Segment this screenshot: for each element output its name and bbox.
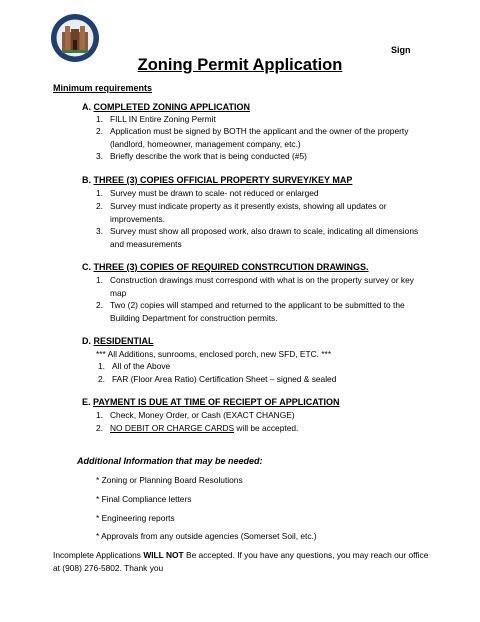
- section-b-title: B. THREE (3) COPIES OFFICIAL PROPERTY SURVEY/KEY MAP: [82, 175, 353, 185]
- additional-info-heading: Additional Information that may be needed:: [77, 456, 263, 466]
- section-d-title: D. RESIDENTIAL: [82, 336, 154, 346]
- list-item: 1. Construction drawings must correspond with what is on the property survey or key map: [96, 275, 414, 298]
- list-item: 1. FILL IN Entire Zoning Permit: [96, 114, 216, 124]
- min-requirements-heading: Minimum requirements: [53, 83, 153, 93]
- list-item: 2. Application must be signed by BOTH the applicant and the owner of the property (landlord, homeowner, management company, etc.): [96, 126, 409, 149]
- sign-label: Sign: [391, 45, 411, 55]
- list-item: 1. Check, Money Order, or Cash (EXACT CHANGE): [96, 410, 295, 420]
- section-a-title: A. COMPLETED ZONING APPLICATION: [82, 102, 251, 112]
- section-c-title: C. THREE (3) COPIES OF REQUIRED CONSTRCUTION DRAWINGS.: [82, 262, 369, 272]
- section-d-note: *** All Additions, sunrooms, enclosed porch, new SFD, ETC. ***: [96, 349, 332, 359]
- list-item: 3. Survey must show all proposed work, also drawn to scale, indicating all dimensions and measurements: [96, 226, 419, 249]
- footer-note: Incomplete Applications WILL NOT Be accepted. If you have any questions, you may reach our office at (908) 276-5802. Thank you: [53, 550, 429, 573]
- section-e-title: E. PAYMENT IS DUE AT TIME OF RECIEPT OF APPLICATION: [82, 397, 340, 407]
- list-item: 3. Briefly describe the work that is being conducted (#5): [96, 151, 307, 161]
- additional-item: * Engineering reports: [96, 513, 175, 523]
- list-item: 2. Two (2) copies will stamped and returned to the applicant to be submitted to the Building Department for construction permits.: [96, 300, 405, 323]
- additional-item: * Approvals from any outside agencies (Somerset Soil, etc.): [96, 531, 317, 541]
- list-item: 2. NO DEBIT OR CHARGE CARDS will be accepted.: [96, 423, 299, 433]
- page-title: Zoning Permit Application: [137, 56, 343, 74]
- additional-item: * Zoning or Planning Board Resolutions: [96, 475, 243, 485]
- list-item: 1. All of the Above: [98, 361, 171, 371]
- list-item: 1. Survey must be drawn to scale- not reduced or enlarged: [96, 188, 319, 198]
- list-item: 2. FAR (Floor Area Ratio) Certification Sheet – signed & sealed: [98, 374, 337, 384]
- list-item: 2. Survey must indicate property as it presently exists, showing all updates or improvements.: [96, 201, 387, 224]
- additional-item: * Final Compliance letters: [96, 494, 192, 504]
